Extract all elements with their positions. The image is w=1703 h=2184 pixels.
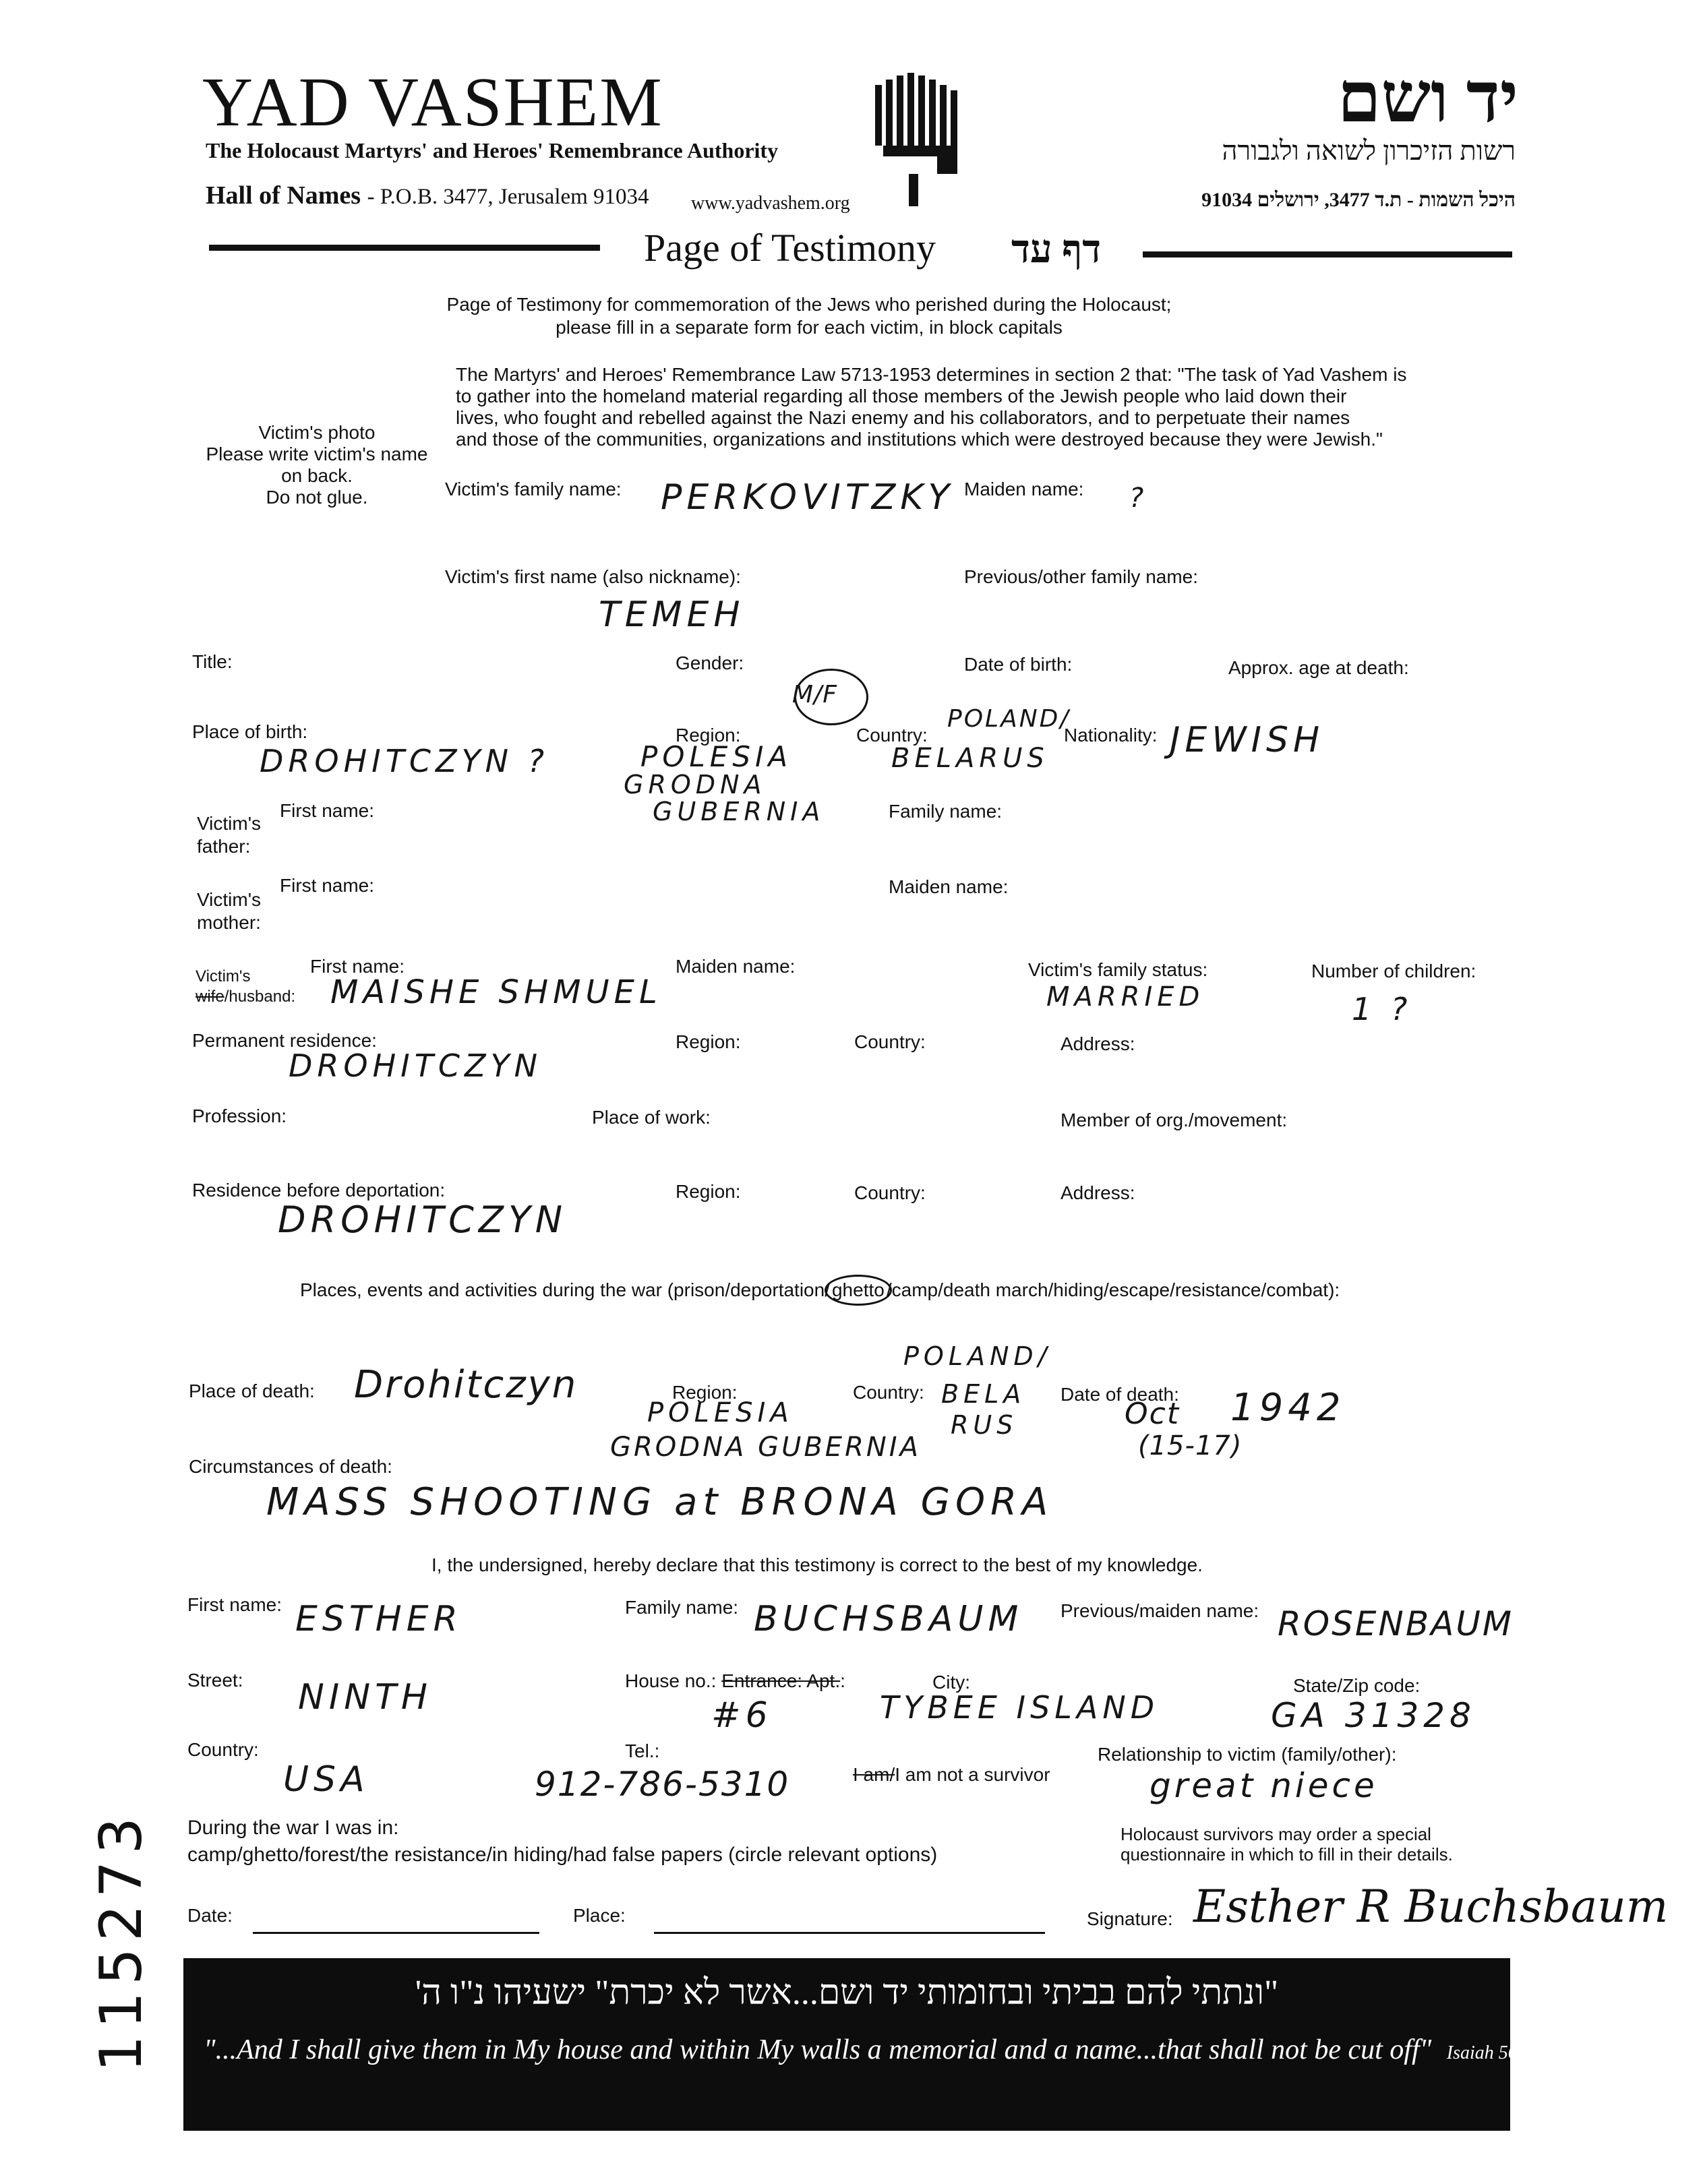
hw-death-country-2[interactable]: BELA bbox=[941, 1379, 1026, 1409]
label-mother: mother: bbox=[197, 912, 261, 933]
label-father-first-name: First name: bbox=[280, 800, 375, 821]
hebrew-subtitle: רשות הזיכרון לשואה ולגבורה bbox=[1222, 135, 1516, 166]
hebrew-org-name: יד ושם bbox=[1337, 59, 1518, 137]
label-spouse bbox=[196, 987, 295, 1007]
label-place-of-work: Place of work: bbox=[592, 1107, 711, 1128]
label-city: City: bbox=[932, 1672, 970, 1693]
label-res-before-deport: Residence before deportation: bbox=[192, 1180, 446, 1201]
label-house-no-text: House no.: bbox=[625, 1670, 717, 1691]
label-perm-region: Region: bbox=[676, 1031, 741, 1052]
law-text bbox=[456, 364, 1487, 450]
hw-first-name[interactable]: TEMEH bbox=[599, 595, 745, 635]
struck-wife: wife bbox=[196, 988, 225, 1006]
label-state-zip: State/Zip code: bbox=[1293, 1675, 1421, 1696]
hw-res-before-deport[interactable]: DROHITCZYN bbox=[278, 1199, 568, 1241]
photo-note-line: Please write victim's name bbox=[206, 444, 428, 464]
label-family-name: Victim's family name: bbox=[445, 479, 622, 499]
side-reference-number: 115273 bbox=[88, 1810, 155, 2073]
hw-tel[interactable]: 912-786-5310 bbox=[535, 1765, 790, 1804]
during-war-options[interactable]: camp/ghetto/forest/the resistance/in hiding/had false papers (circle relevant options) bbox=[187, 1844, 938, 1866]
intro-text bbox=[405, 293, 1214, 339]
label-title: Title: bbox=[192, 651, 233, 672]
label-survivor bbox=[853, 1764, 1050, 1786]
label-submitter-first: First name: bbox=[187, 1594, 282, 1615]
hebrew-page-title: דף עד bbox=[1011, 227, 1102, 271]
label-signature: Signature: bbox=[1087, 1908, 1173, 1929]
header-rule-left bbox=[209, 245, 600, 251]
label-places-events bbox=[300, 1279, 1340, 1301]
postal-address: - P.O.B. 3477, Jerusalem 91034 bbox=[367, 185, 649, 209]
law-line-1: The Martyrs' and Heroes' Remembrance Law 5713-1953 determines in section 2 that: "The task of Yad Vashem is bbox=[456, 364, 1407, 385]
hebrew-address: היכל השמות - ת.ד 3477, ירושלים 91034 bbox=[1201, 189, 1516, 211]
hw-birth-region-2[interactable]: GRODNA bbox=[624, 770, 767, 799]
label-member-org: Member of org./movement: bbox=[1060, 1110, 1288, 1130]
photo-note-line: Victim's photo bbox=[258, 422, 376, 443]
label-place-of-death: Place of death: bbox=[189, 1381, 315, 1401]
label-death-country: Country: bbox=[853, 1382, 924, 1403]
label-during-war: During the war I was in: bbox=[187, 1817, 399, 1839]
label-street: Street: bbox=[187, 1670, 243, 1691]
label-victims: Victim's bbox=[197, 889, 262, 910]
hw-nationality[interactable]: JEWISH bbox=[1170, 720, 1325, 760]
hw-house-no[interactable]: #6 bbox=[711, 1695, 773, 1736]
label-not-survivor: I am not a survivor bbox=[895, 1764, 1050, 1785]
label-dob: Date of birth: bbox=[964, 654, 1073, 675]
hw-submitter-family[interactable]: BUCHSBAUM bbox=[754, 1599, 1023, 1639]
hw-death-region-1[interactable]: POLESIA bbox=[647, 1397, 794, 1428]
hw-gender[interactable]: M/F bbox=[792, 681, 837, 708]
hw-birth-region-3[interactable]: GUBERNIA bbox=[653, 797, 825, 826]
label-first-name-nick: Victim's first name (also nickname): bbox=[445, 566, 741, 587]
label-mother-maiden-name: Maiden name: bbox=[889, 876, 1009, 897]
hw-death-region-2[interactable]: GRODNA GUBERNIA bbox=[610, 1432, 921, 1463]
hall-of-names bbox=[206, 181, 649, 210]
org-subtitle: The Holocaust Martyrs' and Heroes' Remembrance Authority bbox=[206, 138, 779, 162]
hw-submitter-country[interactable]: USA bbox=[283, 1759, 369, 1800]
label-prev-family-name: Previous/other family name: bbox=[964, 566, 1199, 587]
label-victims-mother bbox=[197, 888, 261, 934]
label-submitter-family: Family name: bbox=[625, 1597, 739, 1618]
photo-note-line: on back. bbox=[281, 465, 353, 486]
label-tel: Tel.: bbox=[625, 1740, 660, 1761]
hall-of-names-label: Hall of Names bbox=[206, 181, 361, 210]
hw-perm-residence[interactable]: DROHITCZYN bbox=[289, 1048, 542, 1084]
label-victims-spouse bbox=[196, 967, 295, 1007]
hw-place-of-birth[interactable]: DROHITCZYN ? bbox=[260, 743, 549, 779]
label-birth-country: Country: bbox=[856, 725, 928, 746]
label-place-of-birth: Place of birth: bbox=[192, 721, 308, 742]
photo-note bbox=[189, 422, 445, 508]
label-gender: Gender: bbox=[676, 653, 744, 673]
hw-city[interactable]: TYBEE ISLAND bbox=[880, 1689, 1160, 1726]
label-death-region: Region: bbox=[672, 1382, 738, 1403]
label-birth-region: Region: bbox=[676, 725, 741, 746]
hw-dod-month[interactable]: Oct bbox=[1125, 1397, 1181, 1431]
label-victims: Victim's bbox=[197, 813, 262, 834]
hw-submitter-prev[interactable]: ROSENBAUM bbox=[1278, 1604, 1514, 1643]
label-date-of-death: Date of death: bbox=[1060, 1384, 1179, 1405]
date-line[interactable] bbox=[253, 1932, 539, 1934]
hw-signature[interactable]: Esther R Buchsbaum bbox=[1193, 1881, 1669, 1933]
label-family-status: Victim's family status: bbox=[1028, 959, 1208, 980]
label-approx-age: Approx. age at death: bbox=[1228, 657, 1409, 678]
hw-family-status[interactable]: MARRIED bbox=[1046, 981, 1205, 1012]
struck-entrance: Entrance: Apt. bbox=[721, 1670, 841, 1691]
footer-quote-band bbox=[183, 1958, 1534, 2131]
hw-relationship[interactable]: great niece bbox=[1149, 1766, 1378, 1805]
label-victims: Victim's bbox=[196, 967, 251, 985]
photo-note-line: Do not glue. bbox=[266, 487, 368, 508]
label-place: Place: bbox=[573, 1905, 626, 1926]
hw-family-name[interactable]: PERKOVITZKY bbox=[661, 477, 955, 518]
footer-hebrew-quote: "ונתתי להם בביתי ובחומותי יד ושם...אשר לא יכרת" ישעיהו נ"ו ה' bbox=[415, 1974, 1279, 2012]
label-husband: /husband: bbox=[224, 988, 296, 1006]
places-events-post: /camp/death march/hiding/escape/resistance/combat): bbox=[886, 1279, 1340, 1300]
label-spouse-first-name: First name: bbox=[310, 956, 405, 977]
hw-husband-name[interactable]: MAISHE SHMUEL bbox=[330, 973, 662, 1011]
hw-submitter-first[interactable]: ESTHER bbox=[295, 1599, 462, 1639]
label-maiden-name: Maiden name: bbox=[964, 479, 1084, 499]
label-deport-region: Region: bbox=[676, 1181, 741, 1202]
header-rule-right bbox=[1143, 251, 1512, 257]
website-link[interactable]: www.yadvashem.org bbox=[691, 193, 850, 214]
survivors-note-2: questionnaire in which to fill in their details. bbox=[1121, 1844, 1453, 1864]
label-perm-address: Address: bbox=[1060, 1033, 1135, 1054]
yad-vashem-logo bbox=[870, 73, 971, 208]
hw-circumstances[interactable]: MASS SHOOTING at BRONA GORA bbox=[266, 1480, 1054, 1524]
label-deport-country: Country: bbox=[854, 1182, 926, 1203]
place-line[interactable] bbox=[654, 1932, 1045, 1934]
law-line-3: lives, who fought and rebelled against the Nazi enemy and his collaborators, and to perpetuate their names bbox=[456, 407, 1350, 428]
footer-english-quote bbox=[204, 2034, 1533, 2066]
org-name: YAD VASHEM bbox=[202, 63, 663, 141]
survivors-note-1: Holocaust survivors may order a special bbox=[1121, 1824, 1431, 1844]
hw-birth-country-1[interactable]: POLAND/ bbox=[947, 705, 1071, 733]
law-line-4: and those of the communities, organizations and institutions which were destroyed because they were Jewish." bbox=[456, 429, 1383, 450]
label-perm-country: Country: bbox=[854, 1031, 926, 1052]
quote-citation: Isaiah 56:5 bbox=[1446, 2042, 1534, 2063]
label-circumstances: Circumstances of death: bbox=[189, 1456, 392, 1477]
label-nationality: Nationality: bbox=[1064, 725, 1158, 746]
hw-num-children[interactable]: 1 ? bbox=[1352, 991, 1412, 1027]
label-deport-address: Address: bbox=[1060, 1182, 1135, 1203]
colon: : bbox=[840, 1670, 845, 1691]
label-house-no bbox=[625, 1670, 845, 1692]
label-father-family-name: Family name: bbox=[889, 801, 1003, 822]
label-num-children: Number of children: bbox=[1311, 961, 1476, 981]
label-mother-first-name: First name: bbox=[280, 875, 375, 896]
label-profession: Profession: bbox=[192, 1105, 287, 1126]
struck-i-am: I am/ bbox=[853, 1764, 895, 1785]
survivors-note bbox=[1121, 1824, 1453, 1864]
label-perm-residence: Permanent residence: bbox=[192, 1030, 377, 1051]
label-relationship: Relationship to victim (family/other): bbox=[1098, 1744, 1397, 1765]
hw-death-country-3[interactable]: RUS bbox=[951, 1410, 1018, 1440]
hw-death-country-1[interactable]: POLAND/ bbox=[903, 1341, 1052, 1371]
law-line-2: to gather into the homeland material regarding all those members of the Jewish people who laid down their bbox=[456, 386, 1347, 406]
hw-birth-region-1[interactable]: POLESIA bbox=[640, 740, 793, 773]
hw-street[interactable]: NINTH bbox=[298, 1677, 432, 1718]
label-prev-maiden: Previous/maiden name: bbox=[1060, 1600, 1259, 1621]
hw-dod-days[interactable]: (15-17) bbox=[1138, 1430, 1243, 1461]
intro-line-2: please fill in a separate form for each victim, in block capitals bbox=[556, 317, 1063, 338]
during-war bbox=[187, 1815, 937, 1869]
hw-birth-country-2[interactable]: BELARUS bbox=[891, 743, 1049, 774]
hw-dod-year[interactable]: 1942 bbox=[1230, 1386, 1346, 1430]
english-quote: "...And I shall give them in My house and within My walls a memorial and a name...that shall not be cut off" bbox=[204, 2034, 1432, 2065]
page-title: Page of Testimony bbox=[644, 226, 936, 270]
label-submitter-country: Country: bbox=[187, 1739, 259, 1760]
label-victims-father bbox=[197, 812, 261, 858]
hw-place-of-death[interactable]: Drohitczyn bbox=[354, 1363, 578, 1407]
intro-line-1: Page of Testimony for commemoration of the Jews who perished during the Holocaust; bbox=[446, 294, 1172, 315]
places-events-pre: Places, events and activities during the war (prison/deportation/ bbox=[300, 1279, 830, 1300]
ghetto-circled[interactable]: ghetto bbox=[825, 1275, 892, 1306]
label-spouse-maiden-name: Maiden name: bbox=[676, 956, 796, 977]
label-date: Date: bbox=[187, 1905, 233, 1926]
declaration: I, the undersigned, hereby declare that this testimony is correct to the best of my knowledge. bbox=[431, 1554, 1203, 1575]
hw-maiden-name[interactable]: ? bbox=[1129, 483, 1149, 514]
label-father: father: bbox=[197, 836, 251, 857]
hw-state-zip[interactable]: GA 31328 bbox=[1271, 1696, 1476, 1735]
